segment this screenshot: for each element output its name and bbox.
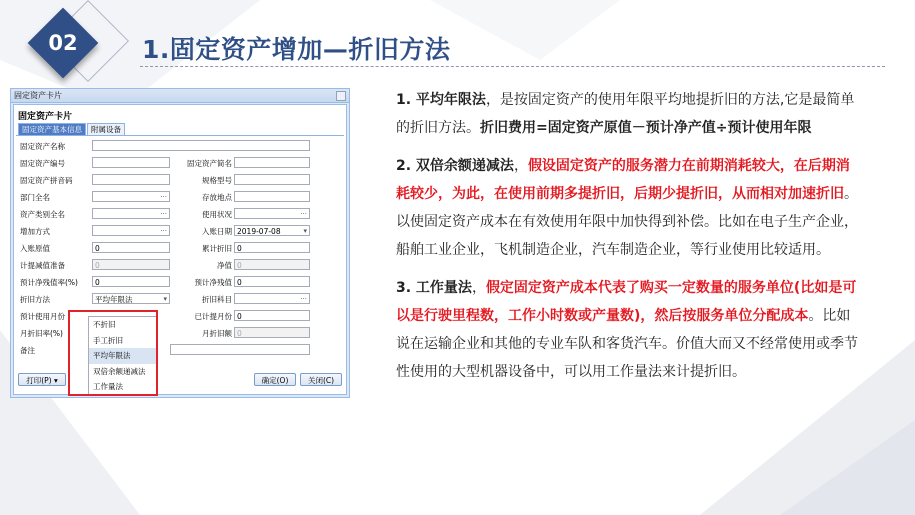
label-status: 使用状况 <box>202 210 232 219</box>
label-impairment: 计提减值准备 <box>20 261 65 270</box>
section-number: 02 <box>48 31 78 55</box>
tab-basic-info[interactable]: 固定资产基本信息 <box>18 123 86 135</box>
label-short-name: 固定资产简名 <box>187 159 232 168</box>
ellipsis-icon[interactable]: ··· <box>300 210 307 218</box>
dropdown-option-selected[interactable]: 平均年限法 <box>89 348 157 364</box>
print-button[interactable]: 打印(P) ▾ <box>18 373 66 386</box>
label-location: 存放地点 <box>202 193 232 202</box>
label-salvage: 预计净残值 <box>194 278 232 287</box>
add-method-input[interactable] <box>92 225 170 236</box>
dep-method-select[interactable]: 平均年限法 ▾ <box>92 293 170 304</box>
pinyin-input[interactable] <box>92 174 170 185</box>
label-orig-value: 入账原值 <box>20 244 50 253</box>
dropdown-option[interactable]: 手工折旧 <box>93 335 123 345</box>
salvage-rate-input[interactable]: 0 <box>92 276 170 287</box>
label-add-method: 增加方式 <box>20 227 50 236</box>
window-titlebar <box>11 89 349 103</box>
status-input[interactable] <box>234 208 310 219</box>
label-life-months: 预计使用月份 <box>20 312 65 321</box>
tab-bar <box>18 123 126 135</box>
salvage-input[interactable]: 0 <box>234 276 310 287</box>
label-used-months: 已计提月份 <box>194 312 232 321</box>
label-spec: 规格型号 <box>202 176 232 185</box>
dept-input[interactable] <box>92 191 170 202</box>
section-badge <box>28 12 118 82</box>
label-pinyin: 固定资产拼音码 <box>20 176 73 185</box>
label-month-rate: 月折旧率(%) <box>20 329 63 338</box>
label-dep-account: 折旧科目 <box>202 295 232 304</box>
page-title: 1.固定资产增加—折旧方法 <box>142 35 451 64</box>
ok-button[interactable]: 确定(O) <box>254 373 296 386</box>
paragraph-1: 1. 平均年限法，是按固定资产的使用年限平均地提折旧的方法,它是最简单的折旧方法。折旧费用=固定资产原值－预计净产值÷预计使用年限 <box>396 92 855 136</box>
title-divider <box>140 66 885 67</box>
label-dept: 部门全名 <box>20 193 50 202</box>
dropdown-option[interactable]: 不折旧 <box>93 320 116 329</box>
location-input[interactable] <box>234 191 310 202</box>
label-month-amount: 月折旧额 <box>202 329 232 338</box>
used-months-input[interactable]: 0 <box>234 310 310 321</box>
chevron-down-icon[interactable]: ▾ <box>163 295 167 303</box>
ellipsis-icon[interactable]: ··· <box>300 295 307 303</box>
window-title: 固定资产卡片 <box>14 91 62 100</box>
label-remark: 备注 <box>20 346 35 355</box>
asset-card-window <box>10 88 350 398</box>
ellipsis-icon[interactable]: ··· <box>160 227 167 235</box>
impairment-input: 0 <box>92 259 170 270</box>
label-net-value: 净值 <box>217 261 232 270</box>
paragraph-3: 3. 工作量法，假定固定资产成本代表了购买一定数量的服务单位(比如是可以是行驶里程数，工作小时数或产量数)，然后按服务单位分配成本。比如说在运输企业和其他的专业车队和客货汽车。价值大而又不经常使用或季节性使用的大型机器设备中，可以用工作量法来计提折旧。 <box>396 280 858 380</box>
chevron-down-icon[interactable]: ▾ <box>303 227 307 235</box>
highlight-box <box>68 310 158 396</box>
close-icon[interactable] <box>336 91 346 101</box>
explanation-text <box>396 86 860 396</box>
spec-input[interactable] <box>234 174 310 185</box>
net-value-input: 0 <box>234 259 310 270</box>
remark-input[interactable] <box>170 344 310 355</box>
ellipsis-icon[interactable]: ··· <box>160 210 167 218</box>
label-entry-date: 入账日期 <box>202 227 232 236</box>
window-body <box>13 104 347 395</box>
entry-date-input[interactable]: 2019-07-08 ▾ <box>234 225 310 236</box>
category-input[interactable] <box>92 208 170 219</box>
accum-dep-input[interactable]: 0 <box>234 242 310 253</box>
label-salvage-rate: 预计净残值率(%) <box>20 278 78 287</box>
card-title: 固定资产卡片 <box>18 112 73 122</box>
close-button[interactable]: 关闭(C) <box>300 373 342 386</box>
label-accum-dep: 累计折旧 <box>202 244 232 253</box>
ellipsis-icon[interactable]: ··· <box>160 193 167 201</box>
short-name-input[interactable] <box>234 157 310 168</box>
asset-name-input[interactable] <box>92 140 310 151</box>
tab-accessories[interactable]: 附属设备 <box>87 123 125 135</box>
label-dep-method: 折旧方法 <box>20 295 50 304</box>
asset-code-input[interactable] <box>92 157 170 168</box>
paragraph-2: 2. 双倍余额递减法，假设固定资产的服务潜力在前期消耗较大，在后期消耗较少，为此，在使用前期多提折旧，后期少提折旧，从而相对加速折旧。以使固定资产成本在有效使用年限中加快得到补偿。比如在电子生产企业，船舶工业企业，飞机制造企业，汽车制造企业，等行业使用比较适用。 <box>396 158 858 258</box>
dep-account-input[interactable] <box>234 293 310 304</box>
label-asset-name: 固定资产名称 <box>20 142 65 151</box>
orig-value-input[interactable]: 0 <box>92 242 170 253</box>
dropdown-option[interactable]: 工作量法 <box>93 382 123 391</box>
dropdown-option[interactable]: 双倍余额递减法 <box>93 366 146 376</box>
month-amount-input: 0 <box>234 327 310 338</box>
label-asset-code: 固定资产编号 <box>20 159 65 168</box>
label-category: 资产类别全名 <box>20 210 65 219</box>
